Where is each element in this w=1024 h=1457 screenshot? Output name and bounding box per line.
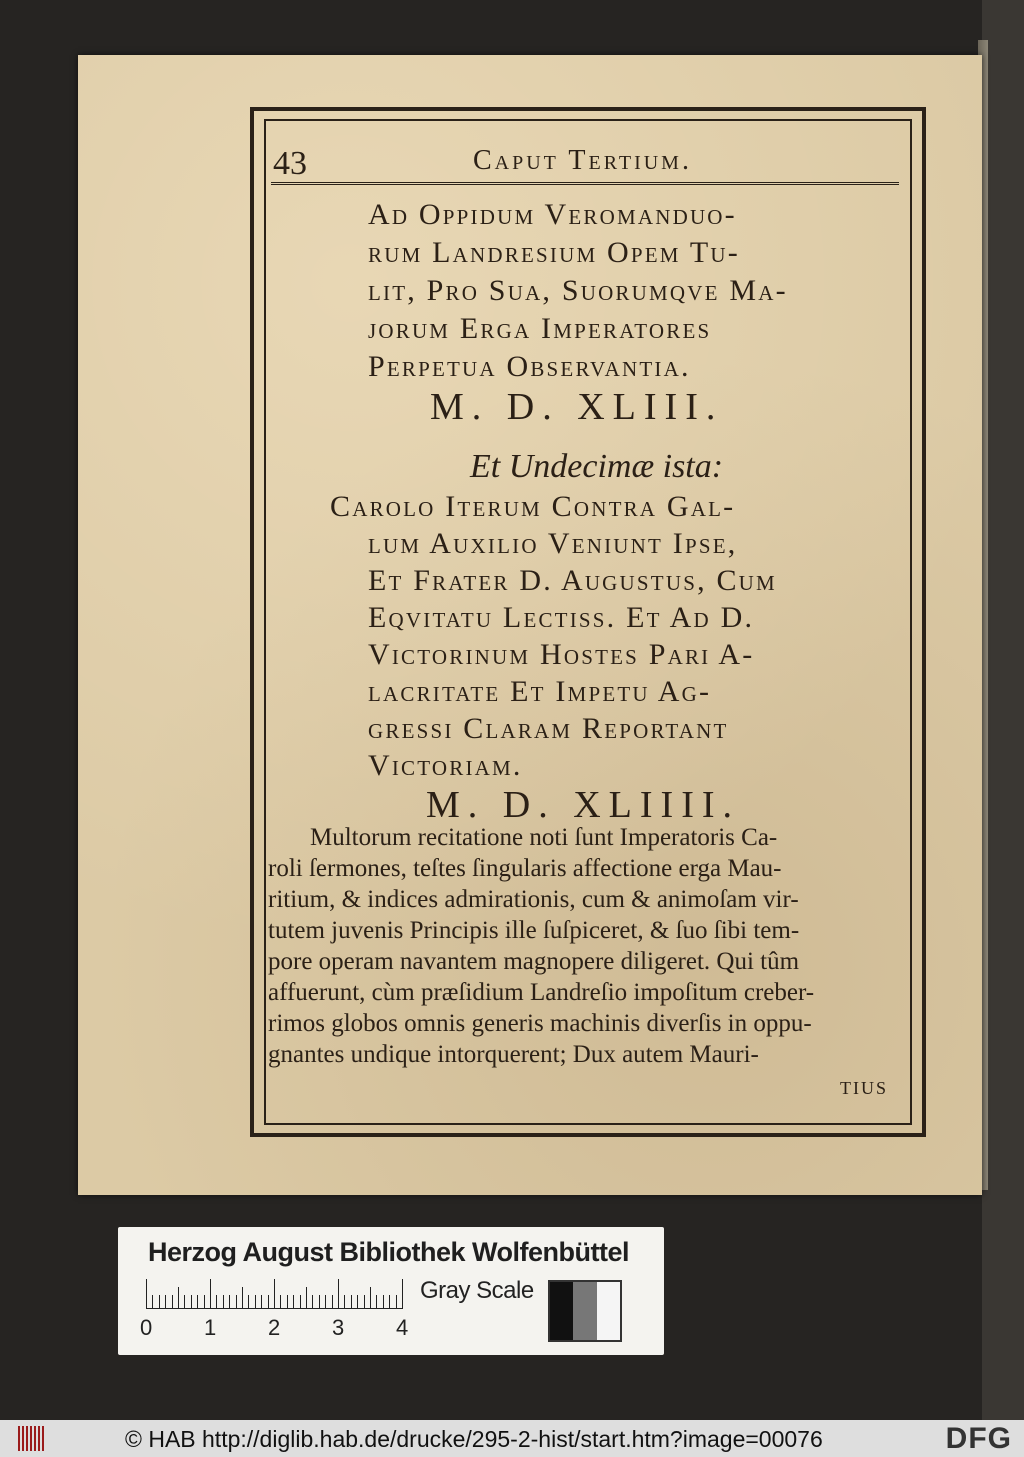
ruler-tick bbox=[376, 1295, 377, 1309]
inscription-two-year: M. D. XLIIII. bbox=[426, 784, 741, 826]
ruler-tick bbox=[332, 1295, 333, 1309]
ruler-number: 1 bbox=[204, 1315, 217, 1340]
book-page bbox=[78, 55, 982, 1195]
copyright-link[interactable]: © HAB http://diglib.hab.de/drucke/295-2-hist/start.htm?image=00076 bbox=[125, 1426, 823, 1452]
ruler-tick bbox=[191, 1295, 192, 1309]
inscription-two-line: Et Frater D. Augustus, Cum bbox=[368, 564, 777, 597]
header-rule bbox=[271, 182, 899, 185]
inscription-two-line: Victorinum Hostes Pari A- bbox=[368, 638, 755, 671]
page-content bbox=[78, 55, 982, 1195]
inscription-two-line: gressi Claram Reportant bbox=[368, 712, 729, 745]
ruler-baseline bbox=[146, 1308, 402, 1309]
ruler-tick bbox=[204, 1295, 205, 1309]
ruler-tick bbox=[210, 1279, 211, 1309]
inscription-one-line: lit, Pro Sua, Suorumqve Ma- bbox=[368, 274, 788, 307]
footer-bar bbox=[0, 1420, 1024, 1457]
page-number: 43 bbox=[273, 145, 307, 182]
measurement-ruler bbox=[146, 1277, 408, 1317]
body-line: ritium, & indices admirationis, cum & animoſam vir- bbox=[268, 886, 799, 913]
ruler-tick bbox=[274, 1279, 275, 1309]
ruler-tick bbox=[172, 1295, 173, 1309]
ruler-tick bbox=[383, 1295, 384, 1309]
ruler-tick bbox=[389, 1295, 390, 1309]
ruler-tick bbox=[319, 1295, 320, 1309]
color-calibration-card bbox=[118, 1227, 664, 1355]
inscription-two-line: lum Auxilio Veniunt Ipse, bbox=[368, 527, 738, 560]
body-line: tutem juvenis Principis ille ſuſpiceret, & ſuo ſibi tem- bbox=[268, 917, 800, 944]
ruler-tick bbox=[351, 1295, 352, 1309]
ruler-tick bbox=[248, 1295, 249, 1309]
ruler-tick bbox=[146, 1279, 147, 1309]
gray-swatch bbox=[550, 1282, 573, 1340]
inscription-two-line: Carolo Iterum Contra Gal- bbox=[330, 490, 736, 523]
ruler-tick bbox=[300, 1295, 301, 1309]
ruler-tick bbox=[280, 1295, 281, 1309]
inscription-one-year: M. D. XLIII. bbox=[430, 386, 724, 428]
inscription-two-line: Victoriam. bbox=[368, 749, 523, 782]
ruler-tick bbox=[306, 1287, 307, 1309]
ruler-tick bbox=[287, 1295, 288, 1309]
ruler-tick bbox=[268, 1295, 269, 1309]
ruler-tick bbox=[242, 1287, 243, 1309]
inscription-one-line: jorum Erga Imperatores bbox=[368, 312, 712, 345]
ruler-number: 2 bbox=[268, 1315, 281, 1340]
gray-swatch bbox=[573, 1282, 596, 1340]
inscription-one-line: rum Landresium Opem Tu- bbox=[368, 236, 740, 269]
body-line: affuerunt, cùm præſidium Landreſio impoſitum creber- bbox=[268, 979, 815, 1006]
ruler-tick bbox=[312, 1295, 313, 1309]
ruler-number: 3 bbox=[332, 1315, 345, 1340]
ruler-tick bbox=[370, 1287, 371, 1309]
adjacent-page-shadow bbox=[982, 0, 1024, 1420]
inscription-two-line: Eqvitatu Lectiss. Et Ad D. bbox=[368, 601, 755, 634]
ruler-tick bbox=[152, 1295, 153, 1309]
ruler-tick bbox=[261, 1295, 262, 1309]
body-line: roli ſermones, teſtes ſingularis affectione erga Mau- bbox=[268, 855, 782, 882]
ruler-tick bbox=[236, 1295, 237, 1309]
ruler-tick bbox=[223, 1295, 224, 1309]
ruler-tick bbox=[344, 1295, 345, 1309]
dfg-logo: DFG bbox=[945, 1422, 1012, 1455]
body-line: Multorum recitatione noti ſunt Imperatoris Ca- bbox=[310, 824, 778, 851]
ruler-tick bbox=[255, 1295, 256, 1309]
ruler-tick bbox=[229, 1295, 230, 1309]
library-name: Herzog August Bibliothek Wolfenbüttel bbox=[148, 1237, 629, 1267]
body-line: pore operam navantem magnopere diligeret. Qui tûm bbox=[268, 948, 800, 975]
gray-scale-patch bbox=[548, 1280, 622, 1342]
ruler-tick bbox=[357, 1295, 358, 1309]
inscription-two-line: lacritate Et Impetu Ag- bbox=[368, 675, 712, 708]
gray-swatch bbox=[597, 1282, 620, 1340]
ruler-number: 4 bbox=[396, 1315, 409, 1340]
ruler-tick bbox=[159, 1295, 160, 1309]
inscription-one-line: Perpetua Observantia. bbox=[368, 350, 691, 383]
ruler-tick bbox=[293, 1295, 294, 1309]
ruler-tick bbox=[216, 1295, 217, 1309]
hab-barcode-icon bbox=[18, 1426, 48, 1451]
ruler-tick bbox=[396, 1295, 397, 1309]
ruler-tick bbox=[178, 1287, 179, 1309]
ruler-number: 0 bbox=[140, 1315, 153, 1340]
ruler-tick bbox=[184, 1295, 185, 1309]
ruler-tick bbox=[402, 1279, 403, 1309]
ruler-tick bbox=[364, 1295, 365, 1309]
ruler-tick bbox=[338, 1279, 339, 1309]
catchword: tius bbox=[840, 1073, 888, 1100]
running-head: Caput Tertium. bbox=[473, 145, 692, 176]
body-line: gnantes undique intorquerent; Dux autem Mauri- bbox=[268, 1041, 759, 1068]
page-header bbox=[273, 145, 893, 185]
ruler-tick bbox=[197, 1295, 198, 1309]
body-line: rimos globos omnis generis machinis diverſis in oppu- bbox=[268, 1010, 812, 1037]
gray-scale-label: Gray Scale bbox=[420, 1277, 534, 1304]
inscription-one-line: Ad Oppidum Veromanduo- bbox=[368, 198, 737, 231]
section-heading: Et Undecimæ ista: bbox=[470, 448, 724, 485]
ruler-tick bbox=[325, 1295, 326, 1309]
ruler-tick bbox=[165, 1295, 166, 1309]
